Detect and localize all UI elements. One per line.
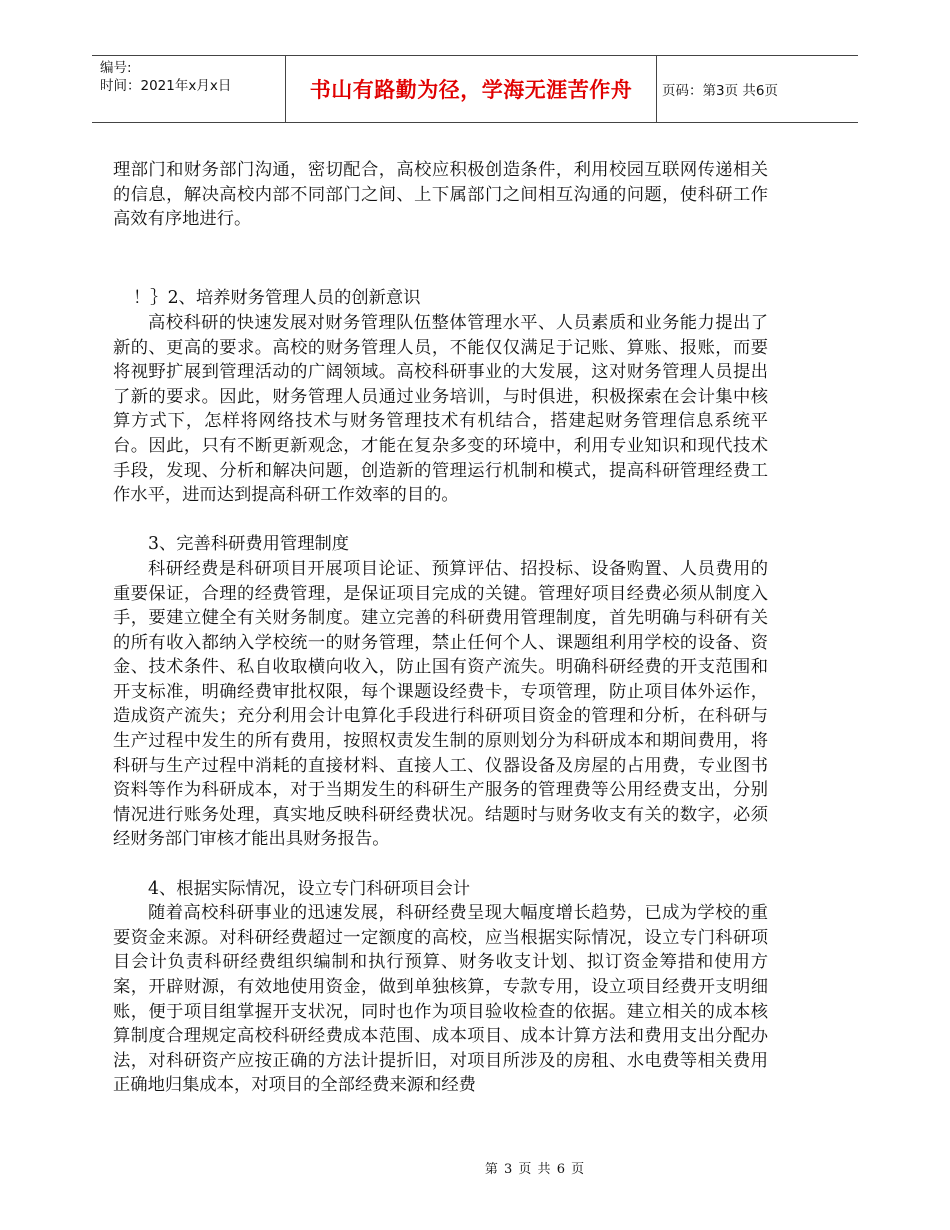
paragraph: 理部门和财务部门沟通，密切配合，高校应积极创造条件，利用校园互联网传递相关的信息，解决高校内部不同部门之间、上下属部门之间相互沟通的问题，使科研工作高效有序地进行。 (113, 160, 768, 230)
page-footer: 第 3 页 共 6 页 (484, 1162, 586, 1177)
header-page-label: 页码：第3页 共6页 (662, 83, 778, 99)
section-heading: 3、完善科研费用管理制度 (148, 534, 350, 555)
paragraph: 科研经费是科研项目开展项目论证、预算评估、招投标、设备购置、人员费用的重要保证，合理的经费管理，是保证项目完成的关键。管理好项目经费必须从制度入手，要建立健全有关财务制度。建立完善的科研费用管理制度，首先明确与科研有关的所有收入都纳入学校统一的财务管理，禁止任何个人、课题组利用学校的设备、资金、技术条件、私自收取横向收入，防止国有资产流失。明确科研经费的开支范围和开支标准，明确经费审批权限，每个课题设经费卡，专项管理，防止项目体外运作，造成资产流失；充分利用会计电算化手段进行科研项目资金的管理和分析，在科研与生产过程中发生的所有费用，按照权责发生制的原则划分为科研成本和期间费用，将科研与生产过程中消耗的直接材料、直接人工、仪器设备及房屋的占用费，专业图书资料等作为科研成本，对于当期发生的科研生产服务的管理费等公用经费支出，分别情况进行账务处理，真实地反映科研经费状况。结题时与财务收支有关的数字，必须经财务部门审核才能出具财务报告。 (113, 558, 768, 850)
document-time-label: 时间：2021年x月x日 (100, 78, 232, 94)
section-heading: ！｝2、培养财务管理人员的创新意识 (133, 288, 421, 309)
header-meta (100, 59, 231, 95)
document-body (113, 158, 768, 1098)
header-motto: 书山有路勤为径，学海无涯苦作舟 (285, 56, 657, 122)
section-heading: 4、根据实际情况，设立专门科研项目会计 (148, 878, 471, 899)
page-header (92, 55, 858, 123)
paragraph: 高校科研的快速发展对财务管理队伍整体管理水平、人员素质和业务能力提出了新的、更高的要求。高校的财务管理人员，不能仅仅满足于记账、算账、报账，而要将视野扩展到管理活动的广阔领域。高校科研事业的大发展，这对财务管理人员提出了新的要求。因此，财务管理人员通过业务培训，与时俱进，积极探索在会计集中核算方式下，怎样将网络技术与财务管理技术有机结合，搭建起财务管理信息系统平台。因此，只有不断更新观念，才能在复杂多变的环境中，利用专业知识和现代技术手段，发现、分析和解决问题，创造新的管理运行机制和模式，提高科研管理经费工作水平，进而达到提高科研工作效率的目的。 (113, 312, 768, 506)
paragraph: 随着高校科研事业的迅速发展，科研经费呈现大幅度增长趋势，已成为学校的重要资金来源。对科研经费超过一定额度的高校，应当根据实际情况，设立专门科研项目会计负责科研经费组织编制和执行预算、财务收支计划、拟订资金筹措和使用方案，开辟财源，有效地使用资金，做到单独核算，专款专用，设立项目经费开支明细账，便于项目组掌握开支状况，同时也作为项目验收检查的依据。建立相关的成本核算制度合理规定高校科研经费成本范围、成本项目、成本计算方法和费用支出分配办法，对科研资产应按正确的方法计提折旧，对项目所涉及的房租、水电费等相关费用正确地归集成本，对项目的全部经费来源和经费 (113, 903, 768, 1096)
document-number-label: 编号: (100, 60, 132, 76)
